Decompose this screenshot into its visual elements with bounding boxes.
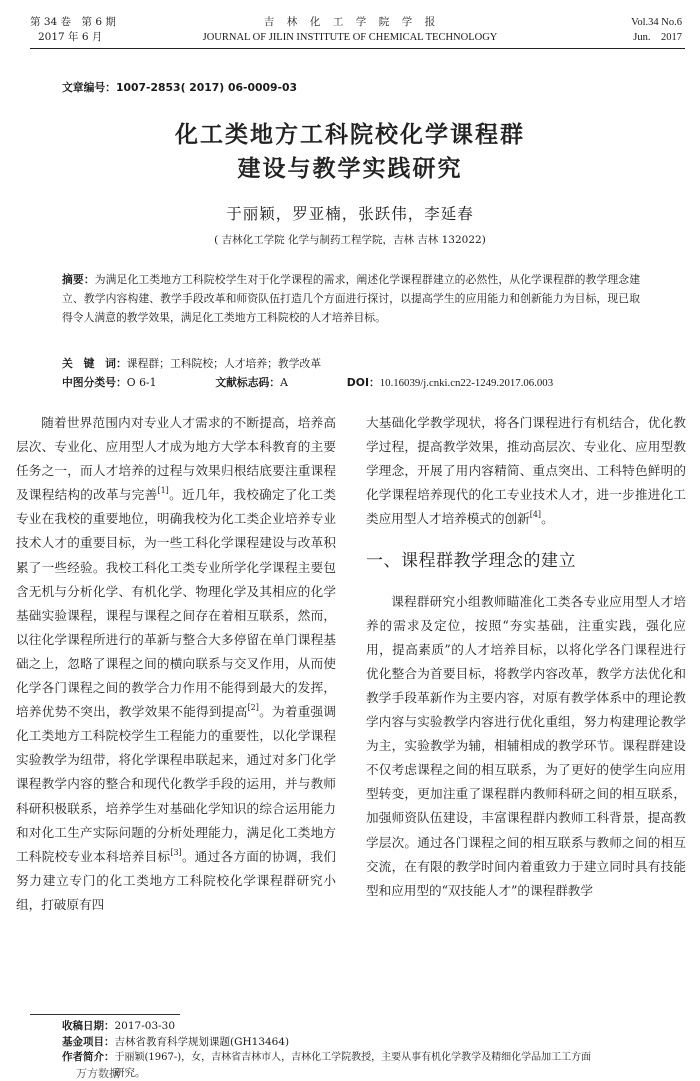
abstract-label: 摘要： (62, 273, 95, 286)
article-number: 文章编号：1007-2853( 2017) 06-0009-03 (62, 80, 297, 95)
keywords-text: 课程群；工科院校；人才培养；教学改革 (127, 357, 321, 370)
keywords-label: 关 键 词： (62, 357, 127, 370)
header-volume-issue: 第 34 卷 第 6 期 (30, 15, 116, 30)
header-month-year: Jun. 2017 (631, 30, 682, 45)
abstract-text: 为满足化工类地方工科院校学生对于化学课程的需求，阐述化学课程群建立的必然性，从化学课程群的教学理念建立、教学内容构建、教学手段改革和师资队伍打造几个方面进行探讨，以提高学生的应用能力和创新能力为目标，现已取得令人满意的教学效果，满足化工类地方工科院校的人才培养目标。 (62, 273, 640, 324)
header-rule (30, 48, 685, 49)
doc-code-value: A (280, 376, 288, 389)
abstract (62, 270, 640, 327)
watermark: 万方数据 (76, 1066, 120, 1081)
citation-ref: [1] (157, 486, 168, 495)
author-bio: 作者简介：于丽颖(1967-)，女，吉林省吉林市人，吉林化工学院教授，主要从事有机化学教学及精细化学品加工工方面 (62, 1050, 692, 1066)
affiliation: ( 吉林化工学院 化学与制药工程学院，吉林 吉林 132022) (0, 232, 700, 247)
citation-ref: [3] (170, 848, 181, 857)
header-date: 2017 年 6 月 (30, 30, 116, 45)
clc-label: 中图分类号： (62, 376, 127, 389)
body-left-column (16, 411, 336, 917)
body-paragraph: 课程群研究小组教师瞄准化工类各专业应用型人才培养的需求及定位，按照“夯实基础，注重实践，强化应用，提高素质”的人才培养目标，以将化学各门课程进行优化整合为首要目标，将教学内容改革，教学方法优化和教学手段革新作为主要内容，对原有教学体系中的理论教学内容与实验教学内容进行优化重组，努力构建理论教学为主，实验教学为辅，相辅相成的教学环节。课程群建设不仅考虑课程之间的相互联系，为了更好的使学生向应用型转变，更加注重了课程群内教师科研之间的相互联系，加强师资队伍建设，丰富课程群内教师工科背景，提高教学层次。通过各门课程之间的相互联系与教师之间的相互交流，在有限的教学时间内着重致力于建立同时具有技能型和应用型的“双技能人才”的课程群教学 (366, 590, 686, 903)
header-center (0, 15, 700, 45)
header-right (631, 15, 682, 45)
article-title-line1: 化工类地方工科院校化学课程群 (0, 116, 700, 149)
fund-project: 基金项目：吉林省教育科学规划课题(GH13464) (62, 1035, 692, 1051)
author-bio-cont: 研究。 万方数据 (62, 1066, 692, 1081)
authors: 于丽颖，罗亚楠，张跃伟，李延春 (0, 202, 700, 224)
journal-name-cn: 吉 林 化 工 学 院 学 报 (0, 15, 700, 30)
footnote-rule (30, 1014, 180, 1015)
journal-name-en: JOURNAL OF JILIN INSTITUTE OF CHEMICAL TECHNOLOGY (0, 30, 700, 45)
clc-value: O 6-1 (127, 376, 157, 389)
doi-value: 10.16039/j.cnki.cn22-1249.2017.06.003 (380, 377, 553, 389)
body-paragraph: 大基础化学教学现状，将各门课程进行有机结合，优化教学过程，提高教学效果，推动高层次、专业化、应用型教学理念，开展了用内容精简、重点突出、工科特色鲜明的化学课程培养现代的化工专业技术人才，进一步推进化工类应用型人才培养模式的创新[4]。 (366, 411, 686, 531)
body-right-column (366, 411, 686, 903)
received-date: 收稿日期：2017-03-30 (62, 1019, 692, 1035)
header-vol-no: Vol.34 No.6 (631, 15, 682, 30)
article-title-line2: 建设与教学实践研究 (0, 150, 700, 183)
citation-ref: [2] (248, 703, 259, 712)
classification-row (62, 374, 652, 392)
footnotes (62, 1019, 692, 1081)
section-heading: 一、课程群教学理念的建立 (366, 549, 686, 573)
doc-code-label: 文献标志码： (215, 376, 280, 389)
doi-label: DOI： (347, 376, 380, 389)
keywords (62, 355, 321, 372)
citation-ref: [4] (530, 510, 541, 519)
body-paragraph: 随着世界范围内对专业人才需求的不断提高，培养高层次、专业化、应用型人才成为地方大学本科教育的主要任务之一，而人才培养的过程与效果归根结底要注重课程及课程结构的改革与完善[1]。近几年，我校确定了化工类专业在我校的重要地位，明确我校为化工类企业培养专业技术人才的重要目标，为一些工科化学课程建设与改革积累了一些经验。我校工科化工类专业所学化学课程主要包含无机与分析化学、有机化学、物理化学及其相应的化学基础实验课程，课程与课程之间存在着相互联系，然而，以往化学课程所进行的革新与整合大多停留在单门课程基础之上，忽略了课程之间的横向联系与交叉作用，从而使化学各门课程之间的教学合力作用不能得到最大的发挥，培养优势不突出，教学效果不能得到提高[2]。为着重强调化工类地方工科院校学生工程能力的重要性，以化学课程实验教学为纽带，将化学课程串联起来，通过对多门化学课程教学内容的整合和现代化教学手段的运用，并与教师科研积极联系，培养学生对基础化学知识的综合运用能力和对化工生产实际问题的分析处理能力，满足化工类地方工科院校专业本科培养目标[3]。通过各方面的协调，我们努力建立专门的化工类地方工科院校化学课程群研究小组，打破原有四 (16, 411, 336, 917)
